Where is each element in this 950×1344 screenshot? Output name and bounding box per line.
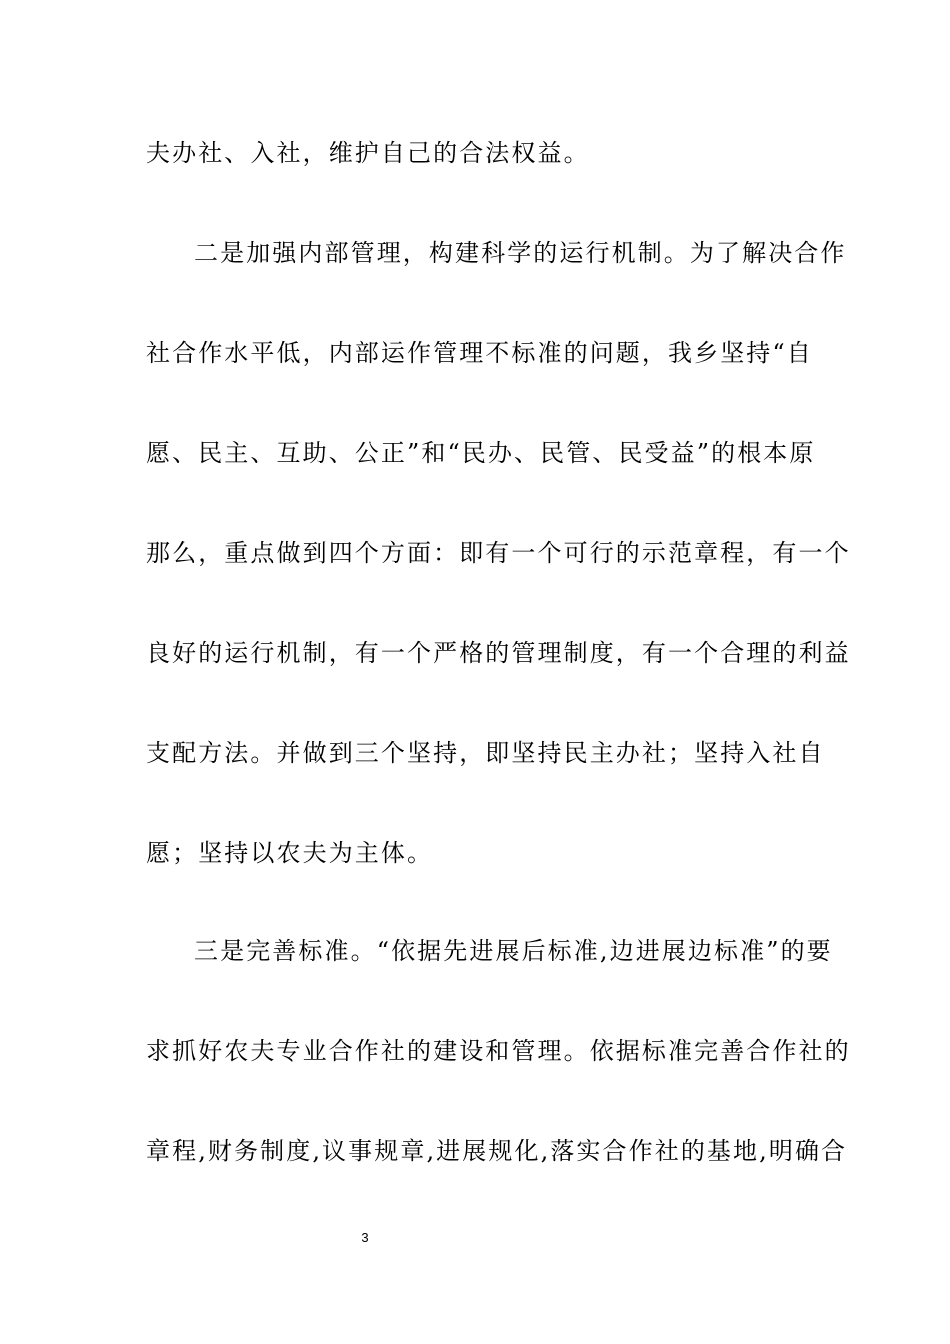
text-line: 良好的运行机制，有一个严格的管理制度，有一个合理的利益 bbox=[146, 639, 851, 667]
paragraph-start-line: 二是加强内部管理，构建科学的运行机制。为了解决合作 bbox=[194, 239, 847, 267]
text-line: 求抓好农夫专业合作社的建设和管理。依据标准完善合作社的 bbox=[146, 1037, 851, 1065]
paragraph-start-line: 三是完善标准。“依据先进展后标准,边进展边标准”的要 bbox=[194, 937, 833, 965]
text-line: 夫办社、入社，维护自己的合法权益。 bbox=[146, 139, 590, 167]
text-line: 支配方法。并做到三个坚持，即坚持民主办社；坚持入社自 bbox=[146, 739, 825, 767]
text-line: 那么，重点做到四个方面：即有一个可行的示范章程，有一个 bbox=[146, 539, 851, 567]
page-number: 3 bbox=[361, 1230, 369, 1245]
text-line: 愿；坚持以农夫为主体。 bbox=[146, 839, 434, 867]
text-line: 章程,财务制度,议事规章,进展规化,落实合作社的基地,明确合 bbox=[146, 1137, 848, 1165]
text-line: 愿、民主、互助、公正”和“民办、民管、民受益”的根本原 bbox=[146, 439, 816, 467]
text-line: 社合作水平低，内部运作管理不标准的问题，我乡坚持“自 bbox=[146, 339, 813, 367]
